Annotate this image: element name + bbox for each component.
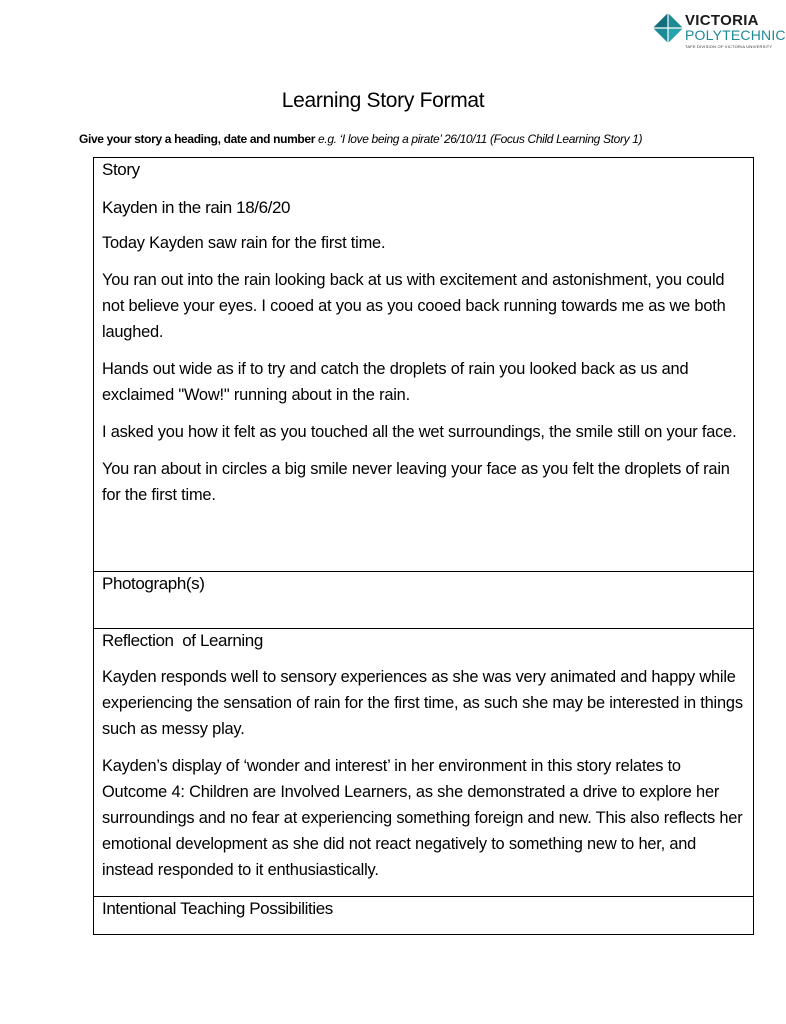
reflection-paragraph: Kayden’s display of ‘wonder and interest’ in her environment in this story relates to Outcome 4: Children are Involved Learners, as she demonstrated a drive to explore her surroundings and no fear at experiencing something foreign and new. This also reflects her emotional development as she did not react negatively to something new to her, and instead responded to it enthusiastically.: [102, 757, 743, 879]
story-heading: Story: [102, 160, 140, 179]
story-paragraph: Hands out wide as if to try and catch the droplets of rain you looked back as us and exclaimed "Wow!" running about in the rain.: [102, 360, 689, 404]
instructions-lead: Give your story a heading, date and number: [79, 132, 316, 146]
learning-story-table: [93, 157, 754, 935]
story-subheading: Kayden in the rain 18/6/20: [102, 198, 291, 217]
victoria-polytechnic-logo: [652, 12, 786, 54]
photographs-section: [94, 571, 753, 628]
instructions-line: [79, 132, 642, 146]
diamond-logo-icon: [652, 12, 684, 44]
reflection-section: [94, 628, 753, 896]
logo-tagline: TAFE DIVISION OF VICTORIA UNIVERSITY: [685, 44, 773, 49]
reflection-heading: Reflection of Learning: [102, 631, 263, 650]
logo-text-victoria: VICTORIA: [685, 12, 759, 29]
teaching-heading: Intentional Teaching Possibilities: [102, 899, 333, 918]
story-paragraph: I asked you how it felt as you touched all the wet surroundings, the smile still on your face.: [102, 423, 737, 441]
story-paragraph: You ran about in circles a big smile never leaving your face as you felt the droplets of rain for the first time.: [102, 460, 730, 504]
story-section: [94, 158, 753, 571]
logo-text-polytechnic: POLYTECHNIC: [685, 27, 786, 43]
instructions-example: e.g. ‘I love being a pirate’ 26/10/11 (Focus Child Learning Story 1): [318, 132, 643, 146]
reflection-paragraph: Kayden responds well to sensory experiences as she was very animated and happy while experiencing the sensation of rain for the first time, as such she may be interested in things such as messy play.: [102, 668, 743, 738]
teaching-section: [94, 896, 753, 934]
page-title: Learning Story Format: [281, 89, 485, 112]
story-paragraph: Today Kayden saw rain for the first time.: [102, 234, 386, 252]
photographs-heading: Photograph(s): [102, 574, 205, 593]
story-paragraph: You ran out into the rain looking back at us with excitement and astonishment, you could not believe your eyes. I cooed at you as you cooed back running towards me as we both laughed.: [102, 271, 726, 341]
